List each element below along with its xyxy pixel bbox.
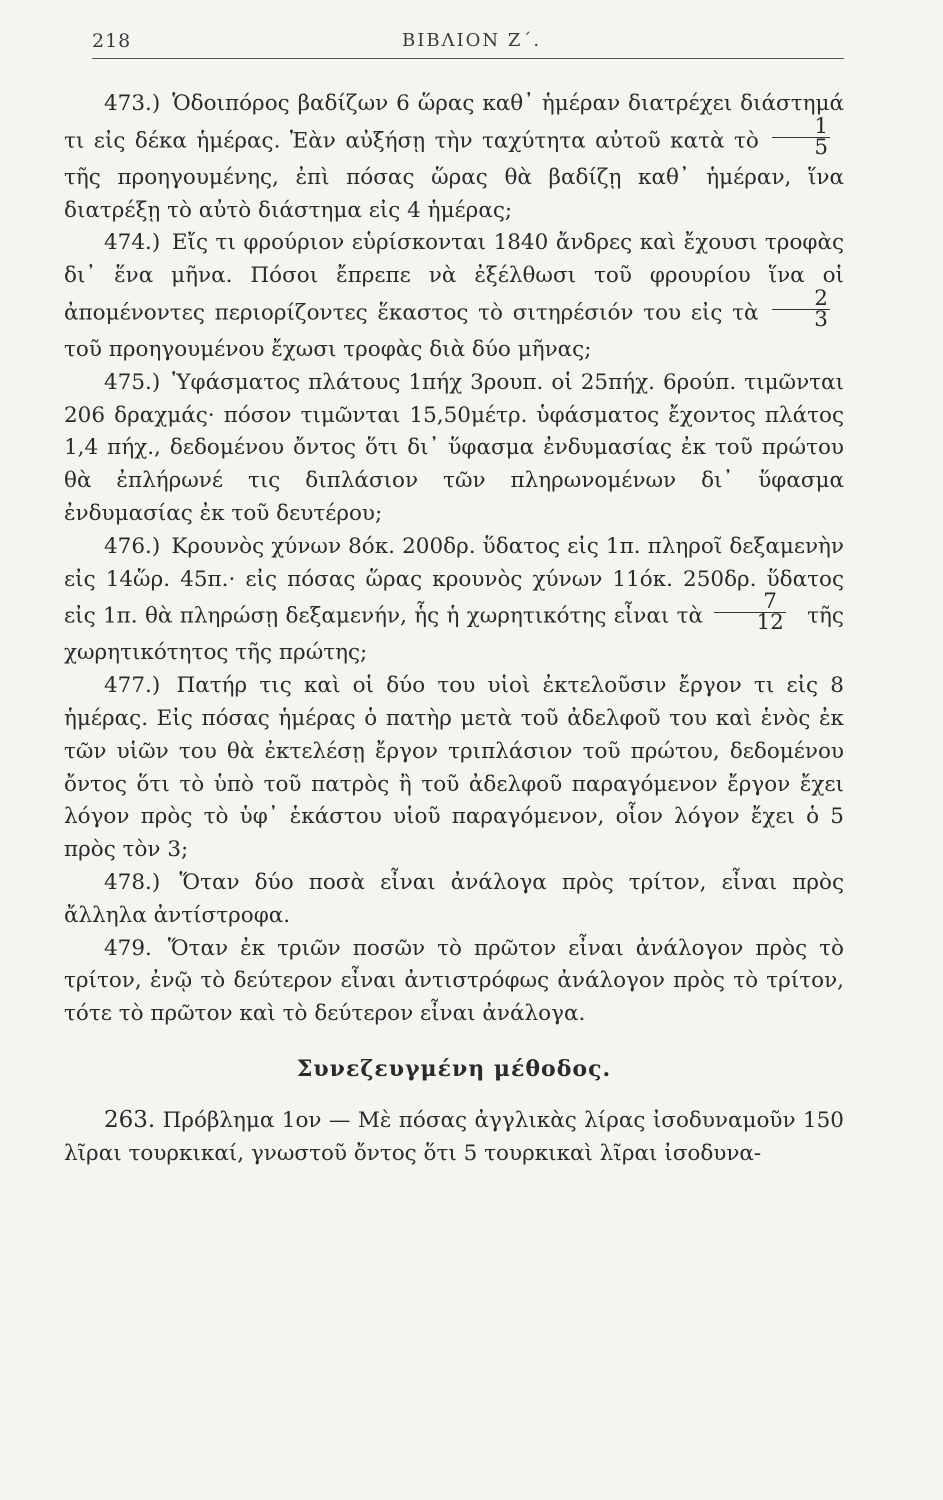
problem-473 xyxy=(64,88,844,227)
problem-text-continued: τῆς χωρητικότητος τῆς πρώτης; xyxy=(64,603,844,666)
section-title: Συνεζευγμένη μέθοδος. xyxy=(296,1055,612,1082)
fraction xyxy=(714,589,785,636)
problem-number: 473.) xyxy=(104,91,161,116)
fraction xyxy=(772,113,830,160)
problem-263 xyxy=(64,1104,844,1171)
problem-number: 263. xyxy=(104,1106,156,1133)
problem-text: Ὅταν δύο ποσὰ εἶναι ἀνάλογα πρὸς τρίτον, εἶναι πρὸς ἄλληλα ἀντίστροφα. xyxy=(64,869,845,928)
problem-number: 477.) xyxy=(104,673,161,699)
problem-number: 475.) xyxy=(104,369,161,395)
problem-number: 476.) xyxy=(104,533,161,559)
problem-478 xyxy=(64,867,844,933)
body-text xyxy=(64,88,844,1170)
fraction-denominator: 3 xyxy=(814,306,828,332)
book-title: ΒΙΒΛΙΟΝ Ζ΄. xyxy=(402,30,542,51)
problem-text: Πρόβλημα 1ον — Μὲ πόσας ἀγγλικὰς λίρας ἰσοδυναμοῦν 150 λῖραι τουρκικαί, γνωστοῦ ὄντος ὅτι 5 τουρκικαὶ λῖραι ἰσοδυνα- xyxy=(64,1107,844,1166)
fraction-numerator: 1 xyxy=(772,117,830,138)
problem-text: Πατήρ τις καὶ οἱ δύο του υἱοὶ ἐκτελοῦσιν ἔργον τι εἰς 8 ἡμέρας. Εἰς πόσας ἡμέρας ὁ πατὴρ μετὰ τοῦ ἀδελφοῦ του καὶ ἑνὸς ἐκ τῶν υἱῶν του θὰ ἐκτελέσῃ ἔργον τριπλάσιον τοῦ πρώτου, δεδομένου ὄντος ὅτι τὸ ὑπὸ τοῦ πατρὸς ἢ τοῦ ἀδελφοῦ παραγόμενον ἔργον ἔχει λόγον πρὸς τὸ ὑφ᾽ ἑκάστου υἱοῦ παραγόμενον, οἷον λόγον ἔχει ὁ 5 πρὸς τὸν 3; xyxy=(64,673,844,863)
problem-476 xyxy=(64,531,844,670)
problem-text: Ὁδοιπόρος βαδίζων 6 ὥρας καθ᾽ ἡμέραν διατρέχει διάστημά τι εἰς δέκα ἡμέρας. Ἐὰν αὐξήσῃ τὴν ταχύτητα αὐτοῦ κατὰ τὸ xyxy=(64,91,844,154)
problem-474 xyxy=(64,227,844,366)
page-number: 218 xyxy=(92,30,132,52)
problem-text: Ὅταν ἐκ τριῶν ποσῶν τὸ πρῶτον εἶναι ἀνάλογον πρὸς τὸ τρίτον, ἐνῷ τὸ δεύτερον εἶναι ἀντιστρόφως ἀνάλογον πρὸς τὸ τρίτον, τότε τὸ πρῶτον καὶ τὸ δεύτερον εἶναι ἀνάλογα. xyxy=(64,935,844,1027)
problem-number: 478.) xyxy=(104,869,161,895)
fraction-numerator: 2 xyxy=(772,289,830,310)
fraction-denominator: 12 xyxy=(756,610,784,636)
problem-text: Κρουνὸς χύνων 8όκ. 200δρ. ὕδατος εἰς 1π. πληροῖ δεξαμενὴν εἰς 14ὥρ. 45π.· εἰς πόσας ὥρας κρουνὸς χύνων 11όκ. 250δρ. ὕδατος εἰς 1π. θὰ πληρώσῃ δεξαμενήν, ἧς ἡ χωρητικότης εἶναι τὰ xyxy=(64,533,844,629)
problem-text-continued: τῆς προηγουμένης, ἐπὶ πόσας ὥρας θὰ βαδίζῃ καθ᾽ ἡμέραν, ἵνα διατρέξῃ τὸ αὐτὸ διάστημα εἰς 4 ἡμέρας; xyxy=(64,164,844,223)
problem-text-continued: τοῦ προηγουμένου ἔχωσι τροφὰς διὰ δύο μῆνας; xyxy=(64,336,592,362)
problem-475 xyxy=(64,367,844,531)
problem-text: Ὑφάσματος πλάτους 1πήχ 3ρουπ. οἱ 25πήχ. 6ρούπ. τιμῶνται 206 δραχμάς· πόσον τιμῶνται 15,50μέτρ. ὑφάσματος ἔχοντος πλάτος 1,4 πήχ., δεδομένου ὄντος ὅτι δι᾽ ὕφασμα ἐνδυμασίας ἐκ τοῦ πρώτου θὰ ἐπλήρωνέ τις διπλάσιον τῶν πληρωνομένων δι᾽ ὕφασμα ἐνδυμασίας ἐκ τοῦ δευτέρου; xyxy=(64,369,844,526)
fraction-numerator: 7 xyxy=(714,592,785,613)
fraction-denominator: 5 xyxy=(814,134,828,160)
problem-number: 474.) xyxy=(104,230,161,256)
fraction xyxy=(772,285,830,332)
problem-479 xyxy=(64,933,844,1031)
problem-number: 479. xyxy=(104,935,152,961)
header-rule xyxy=(92,58,844,59)
problem-477 xyxy=(64,670,844,867)
problem-text: Εἴς τι φρούριον εὑρίσκονται 1840 ἄνδρες καὶ ἔχουσι τροφὰς δι᾽ ἕνα μῆνα. Πόσοι ἔπρεπε νὰ ἐξέλθωσι τοῦ φρουρίου ἵνα οἱ ἀπομένοντες περιορίζοντες ἕκαστος τὸ σιτηρέσιόν του εἰς τὰ xyxy=(64,230,845,326)
